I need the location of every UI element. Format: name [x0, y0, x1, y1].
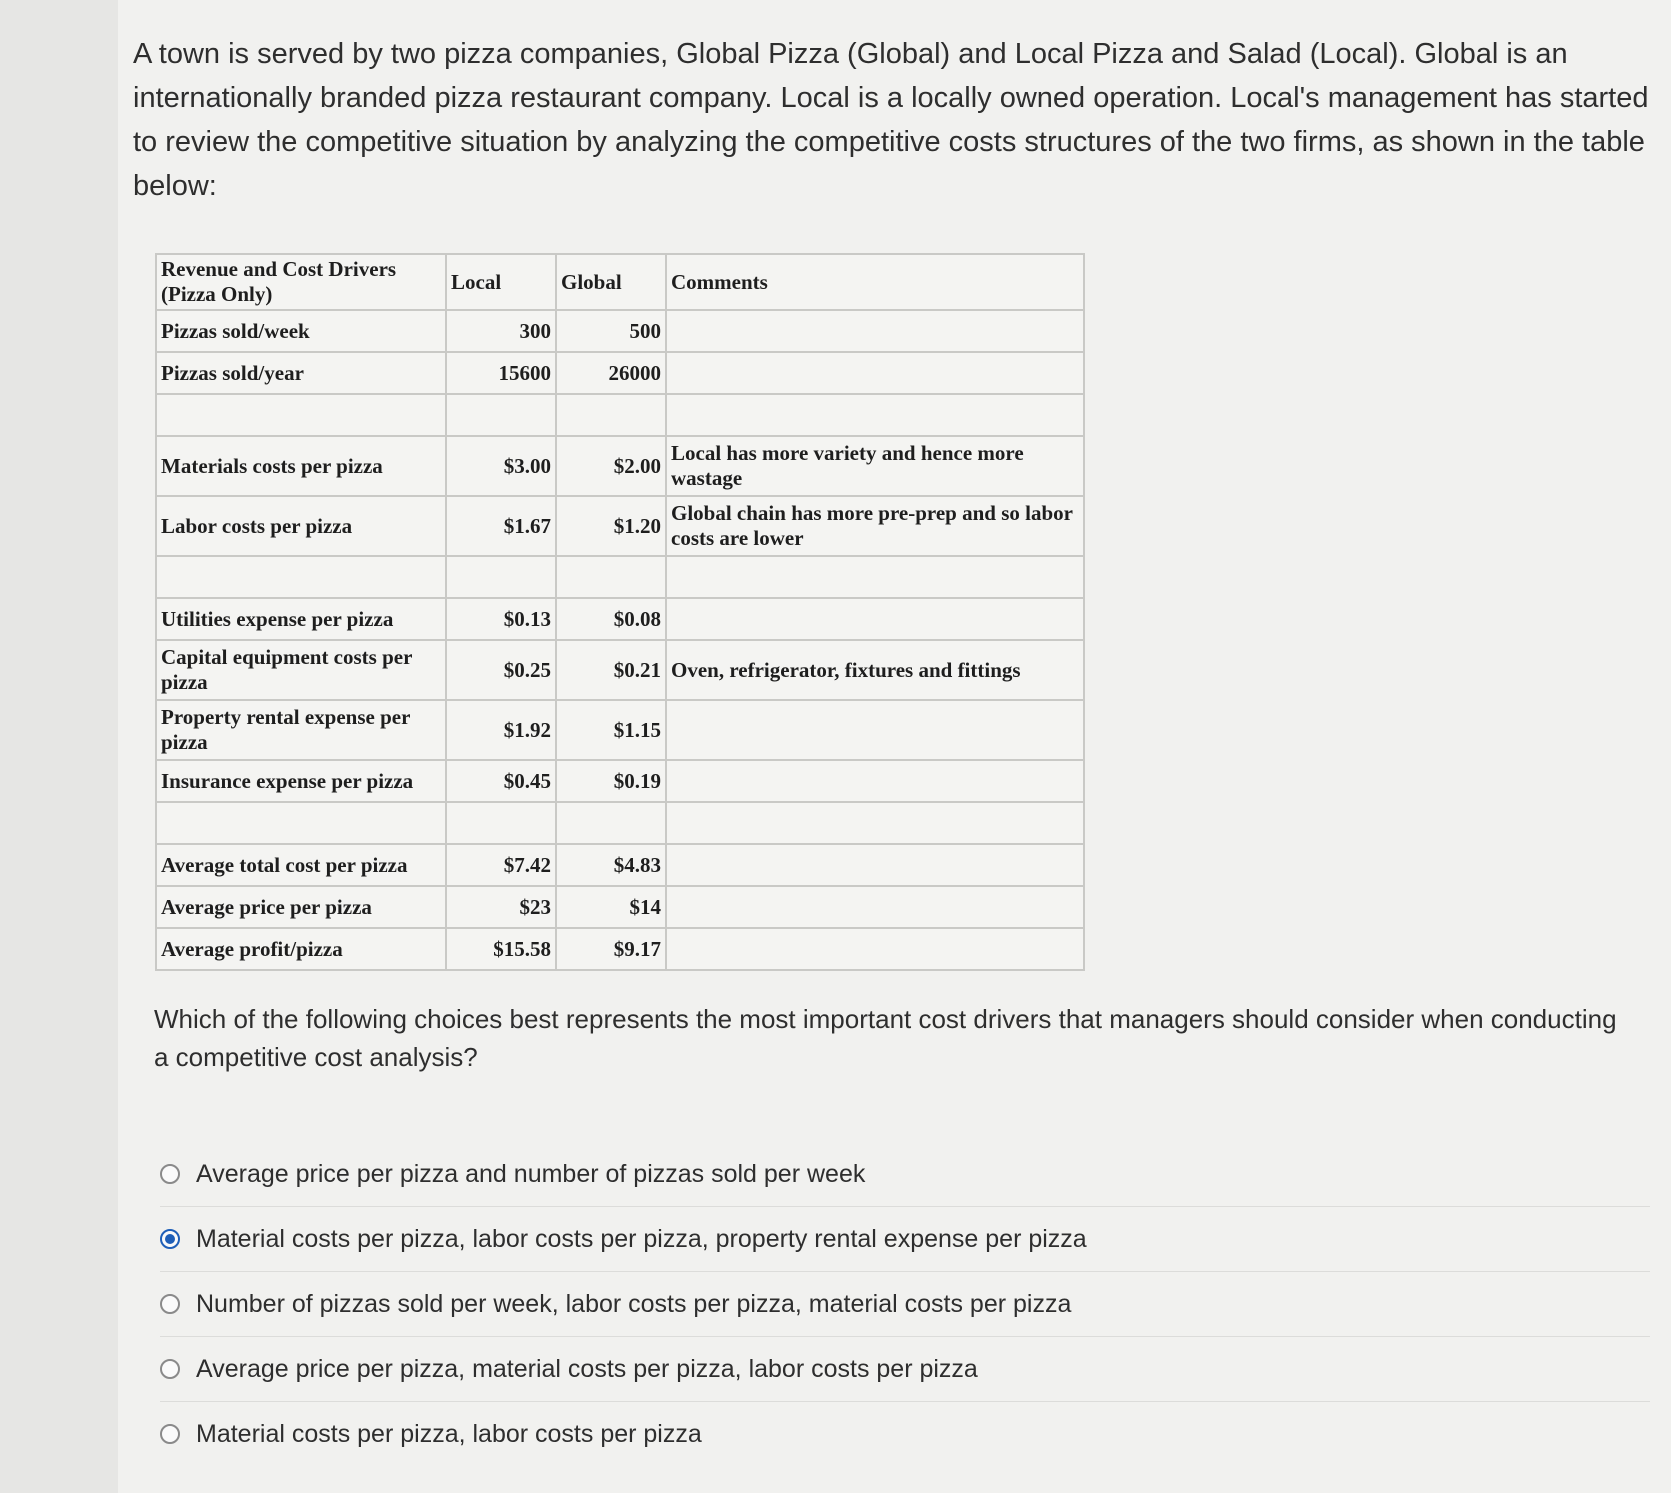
global-value: 26000	[556, 352, 666, 394]
answer-option-1[interactable]	[160, 1142, 1650, 1206]
row-label: Property rental expense per pizza	[156, 700, 446, 760]
answer-option-3[interactable]	[160, 1271, 1650, 1336]
local-value: $1.92	[446, 700, 556, 760]
comment-cell: Local has more variety and hence more wastage	[666, 436, 1084, 496]
local-value: $0.25	[446, 640, 556, 700]
global-value: $9.17	[556, 928, 666, 970]
header-comments: Comments	[666, 254, 1084, 310]
global-value: $4.83	[556, 844, 666, 886]
table-row	[156, 928, 1084, 970]
table-row	[156, 496, 1084, 556]
radio-button[interactable]	[160, 1359, 180, 1379]
row-label: Utilities expense per pizza	[156, 598, 446, 640]
answer-option-4[interactable]	[160, 1336, 1650, 1401]
comment-cell	[666, 844, 1084, 886]
global-value: 500	[556, 310, 666, 352]
table-row	[156, 886, 1084, 928]
global-value: $2.00	[556, 436, 666, 496]
header-drivers: Revenue and Cost Drivers (Pizza Only)	[156, 254, 446, 310]
radio-button[interactable]	[160, 1164, 180, 1184]
option-label: Number of pizzas sold per week, labor costs per pizza, material costs per pizza	[196, 1289, 1072, 1318]
radio-button[interactable]	[160, 1229, 180, 1249]
table-row	[156, 844, 1084, 886]
row-label: Insurance expense per pizza	[156, 760, 446, 802]
spacer-row	[156, 556, 1084, 598]
intro-text: A town is served by two pizza companies, Global Pizza (Global) and Local Pizza and Salad (Local). Global is an internationally branded pizza restaurant company. Local is a locally owned operation. Local's management has started to review the competitive situation by analyzing the competitive costs structures of the two firms, as shown in the table below:	[133, 38, 1649, 202]
question-prompt	[154, 1000, 1624, 1076]
local-value: $1.67	[446, 496, 556, 556]
row-label: Materials costs per pizza	[156, 436, 446, 496]
row-label: Labor costs per pizza	[156, 496, 446, 556]
option-label: Average price per pizza, material costs per pizza, labor costs per pizza	[196, 1354, 978, 1383]
row-label: Pizzas sold/week	[156, 310, 446, 352]
local-value: $7.42	[446, 844, 556, 886]
header-global: Global	[556, 254, 666, 310]
option-label: Average price per pizza and number of pizzas sold per week	[196, 1159, 866, 1188]
table-row	[156, 436, 1084, 496]
comment-cell: Global chain has more pre-prep and so labor costs are lower	[666, 496, 1084, 556]
answer-option-5[interactable]	[160, 1401, 1650, 1466]
local-value: 300	[446, 310, 556, 352]
answer-options	[160, 1142, 1650, 1466]
comment-cell	[666, 310, 1084, 352]
row-label: Capital equipment costs per pizza	[156, 640, 446, 700]
spacer-row	[156, 394, 1084, 436]
row-label: Average total cost per pizza	[156, 844, 446, 886]
comment-cell	[666, 760, 1084, 802]
header-local: Local	[446, 254, 556, 310]
table-row	[156, 310, 1084, 352]
option-label: Material costs per pizza, labor costs per pizza	[196, 1419, 702, 1448]
global-value: $1.15	[556, 700, 666, 760]
global-value: $1.20	[556, 496, 666, 556]
comment-cell	[666, 700, 1084, 760]
answer-option-2[interactable]	[160, 1206, 1650, 1271]
row-label: Average profit/pizza	[156, 928, 446, 970]
comment-cell	[666, 598, 1084, 640]
global-value: $0.19	[556, 760, 666, 802]
global-value: $0.08	[556, 598, 666, 640]
comment-cell: Oven, refrigerator, fixtures and fittings	[666, 640, 1084, 700]
global-value: $14	[556, 886, 666, 928]
table-row	[156, 640, 1084, 700]
table-row	[156, 598, 1084, 640]
cost-comparison-table	[155, 253, 1085, 971]
local-value: $15.58	[446, 928, 556, 970]
spacer-row	[156, 802, 1084, 844]
local-value: $0.45	[446, 760, 556, 802]
table-row	[156, 700, 1084, 760]
radio-button[interactable]	[160, 1424, 180, 1444]
option-label: Material costs per pizza, labor costs per pizza, property rental expense per pizza	[196, 1224, 1087, 1253]
table-header-row	[156, 254, 1084, 310]
comment-cell	[666, 886, 1084, 928]
global-value: $0.21	[556, 640, 666, 700]
comment-cell	[666, 928, 1084, 970]
question-text: Which of the following choices best represents the most important cost drivers that managers should consider when conducting a competitive cost analysis?	[154, 1004, 1617, 1072]
local-value: $23	[446, 886, 556, 928]
row-label: Pizzas sold/year	[156, 352, 446, 394]
intro-paragraph	[133, 32, 1663, 208]
comment-cell	[666, 352, 1084, 394]
local-value: $3.00	[446, 436, 556, 496]
row-label: Average price per pizza	[156, 886, 446, 928]
local-value: 15600	[446, 352, 556, 394]
table-row	[156, 352, 1084, 394]
local-value: $0.13	[446, 598, 556, 640]
radio-button[interactable]	[160, 1294, 180, 1314]
table-row	[156, 760, 1084, 802]
